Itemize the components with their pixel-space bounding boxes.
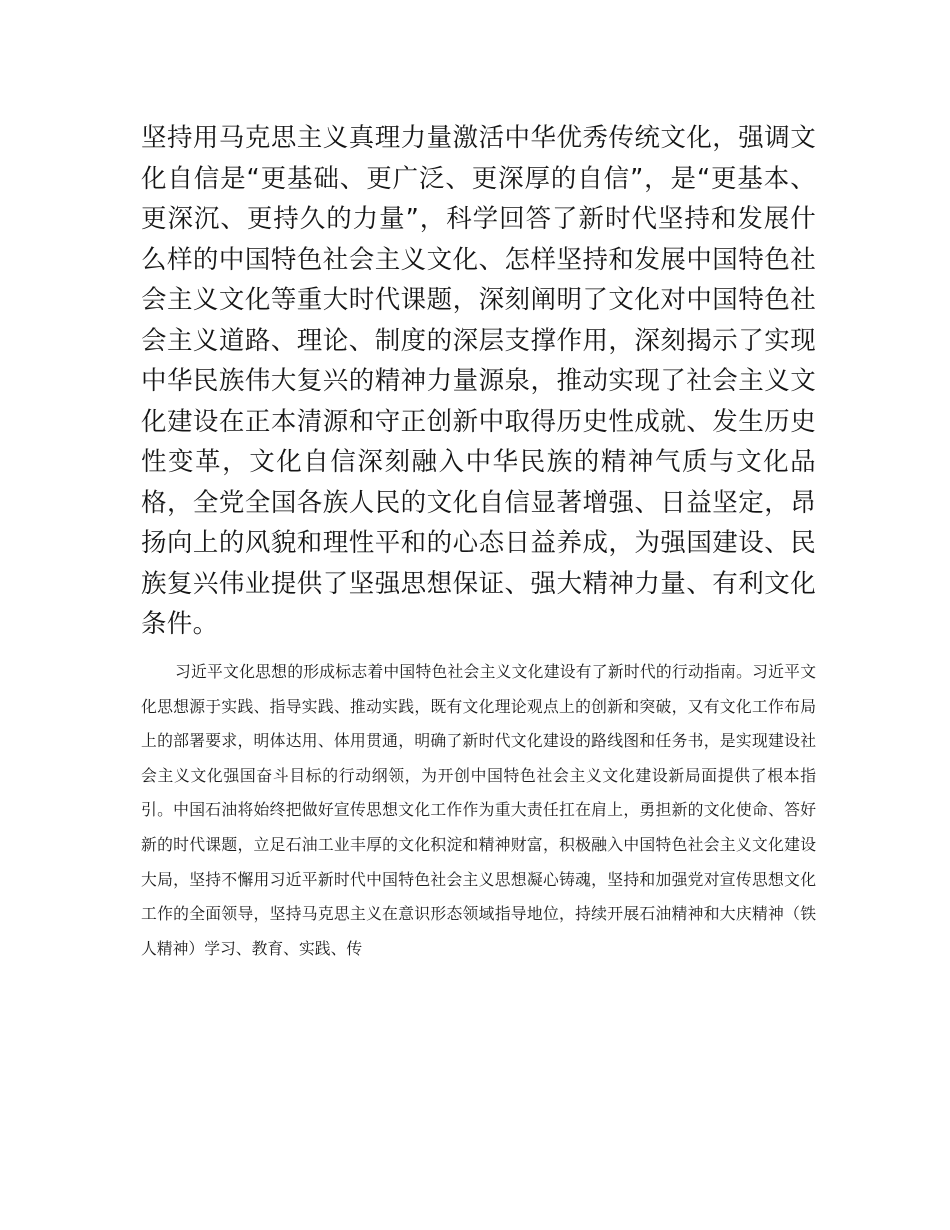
body-paragraph-2: 习近平文化思想的形成标志着中国特色社会主义文化建设有了新时代的行动指南。习近平文化思想源于实践、指导实践、推动实践，既有文化理论观点上的创新和突破，又有文化工作布局上的部署要求，明体达用、体用贯通，明确了新时代文化建设的路线图和任务书，是实现建设社会主义文化强国奋斗目标的行动纲领，为开创中国特色社会主义文化建设新局面提供了根本指引。中国石油将始终把做好宣传思想文化工作作为重大责任扛在肩上，勇担新的文化使命、答好新的时代课题，立足石油工业丰厚的文化积淀和精神财富，积极融入中国特色社会主义文化建设大局，坚持不懈用习近平新时代中国特色社会主义思想凝心铸魂，坚持和加强党对宣传思想文化工作的全面领导，坚持马克思主义在意识形态领域指导地位，持续开展石油精神和大庆精神（铁人精神）学习、教育、实践、传 bbox=[141, 662, 816, 958]
body-paragraph-1: 坚持用马克思主义真理力量激活中华优秀传统文化，强调文化自信是“更基础、更广泛、更深厚的自信”，是“更基本、更深沉、更持久的力量”，科学回答了新时代坚持和发展什么样的中国特色社会主义文化、怎样坚持和发展中国特色社会主义文化等重大时代课题，深刻阐明了文化对中国特色社会主义道路、理论、制度的深层支撑作用，深刻揭示了实现中华民族伟大复兴的精神力量源泉，推动实现了社会主义文化建设在正本清源和守正创新中取得历史性成就、发生历史性变革，文化自信深刻融入中华民族的精神气质与文化品格，全党全国各族人民的文化自信显著增强、日益坚定，昂扬向上的风貌和理性平和的心态日益养成，为强国建设、民族复兴伟业提供了坚强思想保证、强大精神力量、有利文化条件。 bbox=[141, 123, 816, 639]
